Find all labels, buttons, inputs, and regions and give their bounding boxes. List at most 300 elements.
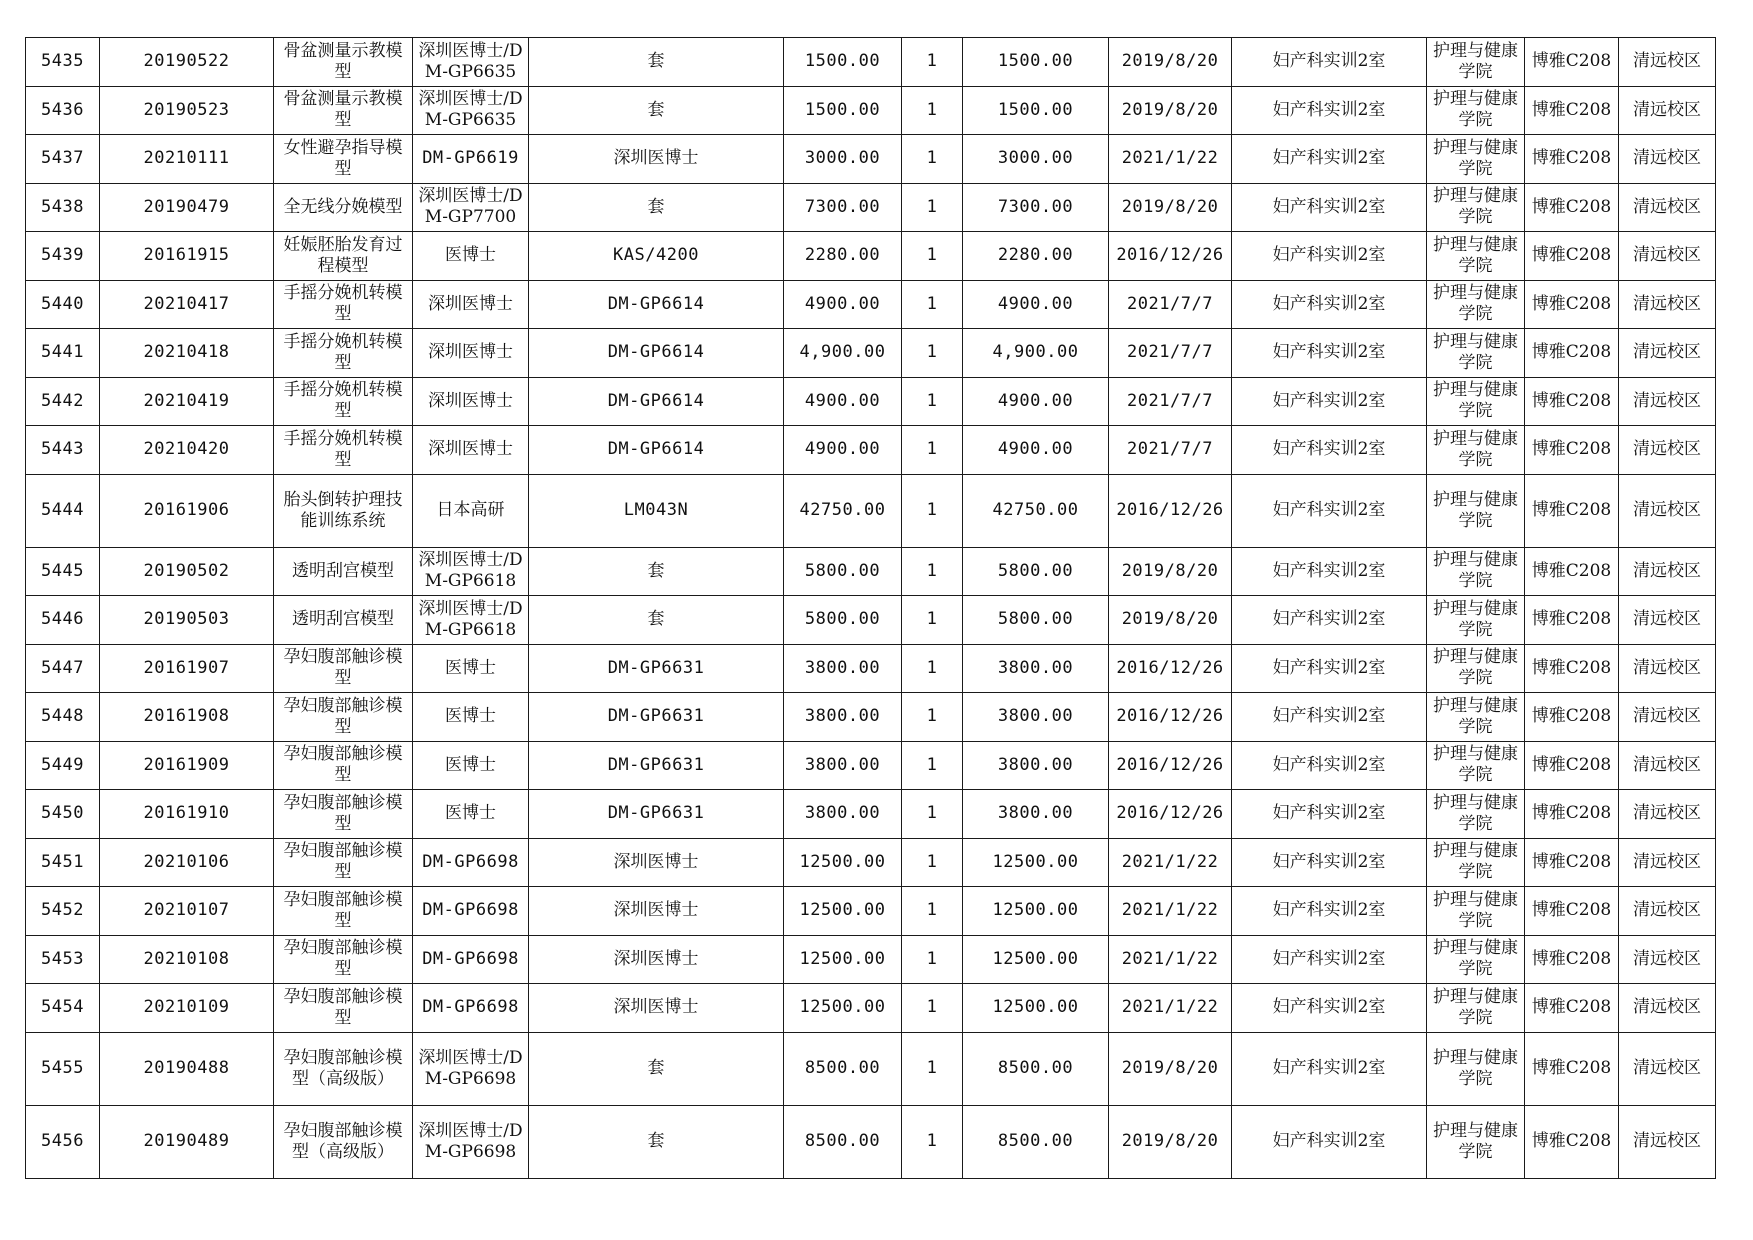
row-number-cell: 5456	[26, 1105, 100, 1178]
asset-code-cell: 20190488	[100, 1032, 274, 1105]
room-cell: 博雅C208	[1525, 377, 1619, 426]
row-number-cell: 5450	[26, 790, 100, 839]
asset-name-cell: 孕妇腹部触诊模型	[274, 887, 413, 936]
brand-model-cell: DM-GP6698	[413, 838, 529, 887]
brand-model-cell: 深圳医博士	[413, 329, 529, 378]
total-amount-cell: 1500.00	[963, 86, 1109, 135]
brand-model-cell: 深圳医博士/DM-GP6618	[413, 596, 529, 645]
room-cell: 博雅C208	[1525, 135, 1619, 184]
unit-price-cell: 4,900.00	[784, 329, 902, 378]
spec-cell: 深圳医博士	[529, 984, 784, 1033]
unit-price-cell: 12500.00	[784, 984, 902, 1033]
department-cell: 护理与健康学院	[1427, 280, 1525, 329]
unit-price-cell: 3000.00	[784, 135, 902, 184]
location-cell: 妇产科实训2室	[1232, 838, 1427, 887]
department-cell: 护理与健康学院	[1427, 1032, 1525, 1105]
row-number-cell: 5443	[26, 426, 100, 475]
total-amount-cell: 3800.00	[963, 741, 1109, 790]
room-cell: 博雅C208	[1525, 232, 1619, 281]
location-cell: 妇产科实训2室	[1232, 377, 1427, 426]
spec-cell: DM-GP6631	[529, 741, 784, 790]
quantity-cell: 1	[902, 693, 963, 742]
asset-name-cell: 透明刮宫模型	[274, 596, 413, 645]
department-cell: 护理与健康学院	[1427, 183, 1525, 232]
table-row	[26, 183, 1716, 232]
location-cell: 妇产科实训2室	[1232, 1105, 1427, 1178]
quantity-cell: 1	[902, 935, 963, 984]
room-cell: 博雅C208	[1525, 790, 1619, 839]
campus-cell: 清远校区	[1619, 1105, 1716, 1178]
quantity-cell: 1	[902, 984, 963, 1033]
purchase-date-cell: 2021/7/7	[1109, 377, 1232, 426]
spec-cell: 深圳医博士	[529, 135, 784, 184]
table-row	[26, 547, 1716, 596]
row-number-cell: 5452	[26, 887, 100, 936]
asset-code-cell: 20190522	[100, 38, 274, 87]
spec-cell: LM043N	[529, 474, 784, 547]
unit-price-cell: 5800.00	[784, 596, 902, 645]
room-cell: 博雅C208	[1525, 984, 1619, 1033]
room-cell: 博雅C208	[1525, 280, 1619, 329]
row-number-cell: 5436	[26, 86, 100, 135]
table-row	[26, 474, 1716, 547]
campus-cell: 清远校区	[1619, 644, 1716, 693]
unit-price-cell: 1500.00	[784, 86, 902, 135]
location-cell: 妇产科实训2室	[1232, 232, 1427, 281]
room-cell: 博雅C208	[1525, 887, 1619, 936]
campus-cell: 清远校区	[1619, 474, 1716, 547]
table-row	[26, 1105, 1716, 1178]
total-amount-cell: 12500.00	[963, 935, 1109, 984]
quantity-cell: 1	[902, 280, 963, 329]
department-cell: 护理与健康学院	[1427, 426, 1525, 475]
asset-name-cell: 手摇分娩机转模型	[274, 280, 413, 329]
asset-name-cell: 孕妇腹部触诊模型	[274, 984, 413, 1033]
brand-model-cell: 日本高研	[413, 474, 529, 547]
total-amount-cell: 12500.00	[963, 887, 1109, 936]
department-cell: 护理与健康学院	[1427, 474, 1525, 547]
asset-name-cell: 女性避孕指导模型	[274, 135, 413, 184]
purchase-date-cell: 2019/8/20	[1109, 1032, 1232, 1105]
asset-name-cell: 胎头倒转护理技能训练系统	[274, 474, 413, 547]
unit-price-cell: 12500.00	[784, 887, 902, 936]
campus-cell: 清远校区	[1619, 38, 1716, 87]
campus-cell: 清远校区	[1619, 1032, 1716, 1105]
brand-model-cell: 医博士	[413, 693, 529, 742]
row-number-cell: 5454	[26, 984, 100, 1033]
unit-price-cell: 4900.00	[784, 377, 902, 426]
department-cell: 护理与健康学院	[1427, 86, 1525, 135]
quantity-cell: 1	[902, 38, 963, 87]
spec-cell: DM-GP6614	[529, 377, 784, 426]
location-cell: 妇产科实训2室	[1232, 1032, 1427, 1105]
quantity-cell: 1	[902, 183, 963, 232]
asset-code-cell: 20210417	[100, 280, 274, 329]
asset-name-cell: 妊娠胚胎发育过程模型	[274, 232, 413, 281]
campus-cell: 清远校区	[1619, 86, 1716, 135]
table-row	[26, 377, 1716, 426]
spec-cell: DM-GP6614	[529, 426, 784, 475]
unit-price-cell: 8500.00	[784, 1105, 902, 1178]
purchase-date-cell: 2021/1/22	[1109, 935, 1232, 984]
brand-model-cell: 深圳医博士	[413, 377, 529, 426]
unit-price-cell: 5800.00	[784, 547, 902, 596]
room-cell: 博雅C208	[1525, 329, 1619, 378]
department-cell: 护理与健康学院	[1427, 741, 1525, 790]
quantity-cell: 1	[902, 135, 963, 184]
asset-code-cell: 20190489	[100, 1105, 274, 1178]
total-amount-cell: 8500.00	[963, 1105, 1109, 1178]
asset-table	[25, 37, 1716, 1179]
total-amount-cell: 1500.00	[963, 38, 1109, 87]
table-row	[26, 38, 1716, 87]
spec-cell: 套	[529, 86, 784, 135]
total-amount-cell: 3800.00	[963, 790, 1109, 839]
department-cell: 护理与健康学院	[1427, 377, 1525, 426]
asset-name-cell: 手摇分娩机转模型	[274, 377, 413, 426]
table-row	[26, 596, 1716, 645]
department-cell: 护理与健康学院	[1427, 984, 1525, 1033]
table-row	[26, 887, 1716, 936]
campus-cell: 清远校区	[1619, 741, 1716, 790]
purchase-date-cell: 2016/12/26	[1109, 644, 1232, 693]
spec-cell: KAS/4200	[529, 232, 784, 281]
asset-code-cell: 20210106	[100, 838, 274, 887]
row-number-cell: 5445	[26, 547, 100, 596]
table-row	[26, 693, 1716, 742]
campus-cell: 清远校区	[1619, 790, 1716, 839]
asset-name-cell: 孕妇腹部触诊模型	[274, 790, 413, 839]
quantity-cell: 1	[902, 377, 963, 426]
room-cell: 博雅C208	[1525, 693, 1619, 742]
campus-cell: 清远校区	[1619, 596, 1716, 645]
total-amount-cell: 3000.00	[963, 135, 1109, 184]
asset-code-cell: 20161908	[100, 693, 274, 742]
asset-name-cell: 骨盆测量示教模型	[274, 38, 413, 87]
table-row	[26, 280, 1716, 329]
spec-cell: 深圳医博士	[529, 838, 784, 887]
asset-code-cell: 20210108	[100, 935, 274, 984]
brand-model-cell: 深圳医博士/DM-GP6698	[413, 1032, 529, 1105]
department-cell: 护理与健康学院	[1427, 547, 1525, 596]
purchase-date-cell: 2016/12/26	[1109, 693, 1232, 742]
total-amount-cell: 5800.00	[963, 596, 1109, 645]
total-amount-cell: 4900.00	[963, 426, 1109, 475]
asset-code-cell: 20161910	[100, 790, 274, 839]
row-number-cell: 5455	[26, 1032, 100, 1105]
unit-price-cell: 8500.00	[784, 1032, 902, 1105]
asset-name-cell: 全无线分娩模型	[274, 183, 413, 232]
row-number-cell: 5449	[26, 741, 100, 790]
table-row	[26, 329, 1716, 378]
purchase-date-cell: 2021/1/22	[1109, 838, 1232, 887]
location-cell: 妇产科实训2室	[1232, 474, 1427, 547]
table-row	[26, 86, 1716, 135]
purchase-date-cell: 2016/12/26	[1109, 474, 1232, 547]
location-cell: 妇产科实训2室	[1232, 135, 1427, 184]
department-cell: 护理与健康学院	[1427, 887, 1525, 936]
asset-name-cell: 孕妇腹部触诊模型	[274, 693, 413, 742]
purchase-date-cell: 2021/7/7	[1109, 329, 1232, 378]
brand-model-cell: 医博士	[413, 232, 529, 281]
department-cell: 护理与健康学院	[1427, 38, 1525, 87]
spec-cell: 套	[529, 547, 784, 596]
asset-code-cell: 20210111	[100, 135, 274, 184]
room-cell: 博雅C208	[1525, 644, 1619, 693]
room-cell: 博雅C208	[1525, 838, 1619, 887]
total-amount-cell: 8500.00	[963, 1032, 1109, 1105]
asset-name-cell: 骨盆测量示教模型	[274, 86, 413, 135]
asset-name-cell: 孕妇腹部触诊模型	[274, 935, 413, 984]
table-row	[26, 741, 1716, 790]
campus-cell: 清远校区	[1619, 693, 1716, 742]
brand-model-cell: DM-GP6698	[413, 984, 529, 1033]
asset-code-cell: 20210109	[100, 984, 274, 1033]
row-number-cell: 5444	[26, 474, 100, 547]
quantity-cell: 1	[902, 790, 963, 839]
table-row	[26, 135, 1716, 184]
quantity-cell: 1	[902, 741, 963, 790]
quantity-cell: 1	[902, 86, 963, 135]
brand-model-cell: 深圳医博士/DM-GP6618	[413, 547, 529, 596]
asset-name-cell: 透明刮宫模型	[274, 547, 413, 596]
row-number-cell: 5447	[26, 644, 100, 693]
brand-model-cell: 深圳医博士	[413, 280, 529, 329]
row-number-cell: 5437	[26, 135, 100, 184]
location-cell: 妇产科实训2室	[1232, 693, 1427, 742]
brand-model-cell: DM-GP6698	[413, 887, 529, 936]
quantity-cell: 1	[902, 838, 963, 887]
quantity-cell: 1	[902, 644, 963, 693]
department-cell: 护理与健康学院	[1427, 790, 1525, 839]
brand-model-cell: DM-GP6619	[413, 135, 529, 184]
asset-name-cell: 手摇分娩机转模型	[274, 426, 413, 475]
location-cell: 妇产科实训2室	[1232, 183, 1427, 232]
spec-cell: 套	[529, 1105, 784, 1178]
location-cell: 妇产科实训2室	[1232, 887, 1427, 936]
row-number-cell: 5446	[26, 596, 100, 645]
campus-cell: 清远校区	[1619, 426, 1716, 475]
department-cell: 护理与健康学院	[1427, 135, 1525, 184]
spec-cell: DM-GP6631	[529, 644, 784, 693]
campus-cell: 清远校区	[1619, 838, 1716, 887]
total-amount-cell: 4900.00	[963, 377, 1109, 426]
asset-name-cell: 孕妇腹部触诊模型	[274, 644, 413, 693]
asset-code-cell: 20210107	[100, 887, 274, 936]
asset-name-cell: 孕妇腹部触诊模型	[274, 838, 413, 887]
row-number-cell: 5448	[26, 693, 100, 742]
brand-model-cell: 深圳医博士/DM-GP6635	[413, 86, 529, 135]
asset-code-cell: 20161909	[100, 741, 274, 790]
table-row	[26, 790, 1716, 839]
table-row	[26, 644, 1716, 693]
brand-model-cell: 医博士	[413, 644, 529, 693]
room-cell: 博雅C208	[1525, 183, 1619, 232]
asset-code-cell: 20190479	[100, 183, 274, 232]
location-cell: 妇产科实训2室	[1232, 644, 1427, 693]
asset-code-cell: 20210419	[100, 377, 274, 426]
purchase-date-cell: 2021/1/22	[1109, 887, 1232, 936]
department-cell: 护理与健康学院	[1427, 232, 1525, 281]
department-cell: 护理与健康学院	[1427, 693, 1525, 742]
brand-model-cell: 深圳医博士/DM-GP6635	[413, 38, 529, 87]
row-number-cell: 5435	[26, 38, 100, 87]
total-amount-cell: 12500.00	[963, 838, 1109, 887]
department-cell: 护理与健康学院	[1427, 329, 1525, 378]
location-cell: 妇产科实训2室	[1232, 596, 1427, 645]
asset-name-cell: 孕妇腹部触诊模型（高级版）	[274, 1105, 413, 1178]
purchase-date-cell: 2019/8/20	[1109, 183, 1232, 232]
purchase-date-cell: 2021/1/22	[1109, 984, 1232, 1033]
unit-price-cell: 3800.00	[784, 644, 902, 693]
purchase-date-cell: 2019/8/20	[1109, 547, 1232, 596]
brand-model-cell: 深圳医博士/DM-GP6698	[413, 1105, 529, 1178]
spec-cell: DM-GP6614	[529, 280, 784, 329]
purchase-date-cell: 2019/8/20	[1109, 596, 1232, 645]
spec-cell: 套	[529, 183, 784, 232]
quantity-cell: 1	[902, 474, 963, 547]
asset-code-cell: 20161915	[100, 232, 274, 281]
brand-model-cell: 深圳医博士	[413, 426, 529, 475]
asset-name-cell: 孕妇腹部触诊模型（高级版）	[274, 1032, 413, 1105]
table-row	[26, 232, 1716, 281]
room-cell: 博雅C208	[1525, 38, 1619, 87]
unit-price-cell: 3800.00	[784, 741, 902, 790]
spec-cell: 深圳医博士	[529, 887, 784, 936]
quantity-cell: 1	[902, 1032, 963, 1105]
brand-model-cell: DM-GP6698	[413, 935, 529, 984]
asset-name-cell: 孕妇腹部触诊模型	[274, 741, 413, 790]
purchase-date-cell: 2019/8/20	[1109, 86, 1232, 135]
room-cell: 博雅C208	[1525, 426, 1619, 475]
asset-code-cell: 20190502	[100, 547, 274, 596]
row-number-cell: 5439	[26, 232, 100, 281]
unit-price-cell: 1500.00	[784, 38, 902, 87]
unit-price-cell: 4900.00	[784, 426, 902, 475]
location-cell: 妇产科实训2室	[1232, 329, 1427, 378]
table-row	[26, 1032, 1716, 1105]
spec-cell: 套	[529, 1032, 784, 1105]
total-amount-cell: 3800.00	[963, 693, 1109, 742]
unit-price-cell: 3800.00	[784, 790, 902, 839]
asset-code-cell: 20190523	[100, 86, 274, 135]
table-row	[26, 426, 1716, 475]
purchase-date-cell: 2021/1/22	[1109, 135, 1232, 184]
row-number-cell: 5442	[26, 377, 100, 426]
total-amount-cell: 42750.00	[963, 474, 1109, 547]
campus-cell: 清远校区	[1619, 232, 1716, 281]
spec-cell: DM-GP6631	[529, 693, 784, 742]
asset-code-cell: 20210418	[100, 329, 274, 378]
campus-cell: 清远校区	[1619, 935, 1716, 984]
location-cell: 妇产科实训2室	[1232, 38, 1427, 87]
brand-model-cell: 医博士	[413, 741, 529, 790]
campus-cell: 清远校区	[1619, 887, 1716, 936]
spec-cell: DM-GP6614	[529, 329, 784, 378]
total-amount-cell: 12500.00	[963, 984, 1109, 1033]
brand-model-cell: 深圳医博士/DM-GP7700	[413, 183, 529, 232]
purchase-date-cell: 2019/8/20	[1109, 1105, 1232, 1178]
quantity-cell: 1	[902, 1105, 963, 1178]
table-body	[26, 38, 1716, 1179]
quantity-cell: 1	[902, 596, 963, 645]
purchase-date-cell: 2016/12/26	[1109, 232, 1232, 281]
unit-price-cell: 4900.00	[784, 280, 902, 329]
campus-cell: 清远校区	[1619, 280, 1716, 329]
row-number-cell: 5441	[26, 329, 100, 378]
spec-cell: 套	[529, 38, 784, 87]
room-cell: 博雅C208	[1525, 741, 1619, 790]
purchase-date-cell: 2016/12/26	[1109, 790, 1232, 839]
purchase-date-cell: 2016/12/26	[1109, 741, 1232, 790]
unit-price-cell: 42750.00	[784, 474, 902, 547]
total-amount-cell: 4900.00	[963, 280, 1109, 329]
room-cell: 博雅C208	[1525, 547, 1619, 596]
campus-cell: 清远校区	[1619, 329, 1716, 378]
unit-price-cell: 3800.00	[784, 693, 902, 742]
row-number-cell: 5438	[26, 183, 100, 232]
room-cell: 博雅C208	[1525, 474, 1619, 547]
campus-cell: 清远校区	[1619, 377, 1716, 426]
location-cell: 妇产科实训2室	[1232, 790, 1427, 839]
unit-price-cell: 12500.00	[784, 838, 902, 887]
table-row	[26, 935, 1716, 984]
room-cell: 博雅C208	[1525, 1105, 1619, 1178]
asset-code-cell: 20190503	[100, 596, 274, 645]
quantity-cell: 1	[902, 329, 963, 378]
total-amount-cell: 4,900.00	[963, 329, 1109, 378]
department-cell: 护理与健康学院	[1427, 838, 1525, 887]
table-row	[26, 838, 1716, 887]
room-cell: 博雅C208	[1525, 86, 1619, 135]
quantity-cell: 1	[902, 887, 963, 936]
row-number-cell: 5451	[26, 838, 100, 887]
total-amount-cell: 5800.00	[963, 547, 1109, 596]
location-cell: 妇产科实训2室	[1232, 984, 1427, 1033]
purchase-date-cell: 2019/8/20	[1109, 38, 1232, 87]
asset-name-cell: 手摇分娩机转模型	[274, 329, 413, 378]
purchase-date-cell: 2021/7/7	[1109, 426, 1232, 475]
department-cell: 护理与健康学院	[1427, 644, 1525, 693]
total-amount-cell: 3800.00	[963, 644, 1109, 693]
table-row	[26, 984, 1716, 1033]
quantity-cell: 1	[902, 547, 963, 596]
row-number-cell: 5440	[26, 280, 100, 329]
department-cell: 护理与健康学院	[1427, 596, 1525, 645]
spec-cell: 深圳医博士	[529, 935, 784, 984]
purchase-date-cell: 2021/7/7	[1109, 280, 1232, 329]
total-amount-cell: 2280.00	[963, 232, 1109, 281]
location-cell: 妇产科实训2室	[1232, 426, 1427, 475]
total-amount-cell: 7300.00	[963, 183, 1109, 232]
room-cell: 博雅C208	[1525, 935, 1619, 984]
spec-cell: DM-GP6631	[529, 790, 784, 839]
quantity-cell: 1	[902, 232, 963, 281]
campus-cell: 清远校区	[1619, 984, 1716, 1033]
unit-price-cell: 12500.00	[784, 935, 902, 984]
location-cell: 妇产科实训2室	[1232, 547, 1427, 596]
room-cell: 博雅C208	[1525, 1032, 1619, 1105]
quantity-cell: 1	[902, 426, 963, 475]
campus-cell: 清远校区	[1619, 183, 1716, 232]
location-cell: 妇产科实训2室	[1232, 86, 1427, 135]
asset-code-cell: 20210420	[100, 426, 274, 475]
row-number-cell: 5453	[26, 935, 100, 984]
unit-price-cell: 7300.00	[784, 183, 902, 232]
location-cell: 妇产科实训2室	[1232, 935, 1427, 984]
location-cell: 妇产科实训2室	[1232, 280, 1427, 329]
unit-price-cell: 2280.00	[784, 232, 902, 281]
